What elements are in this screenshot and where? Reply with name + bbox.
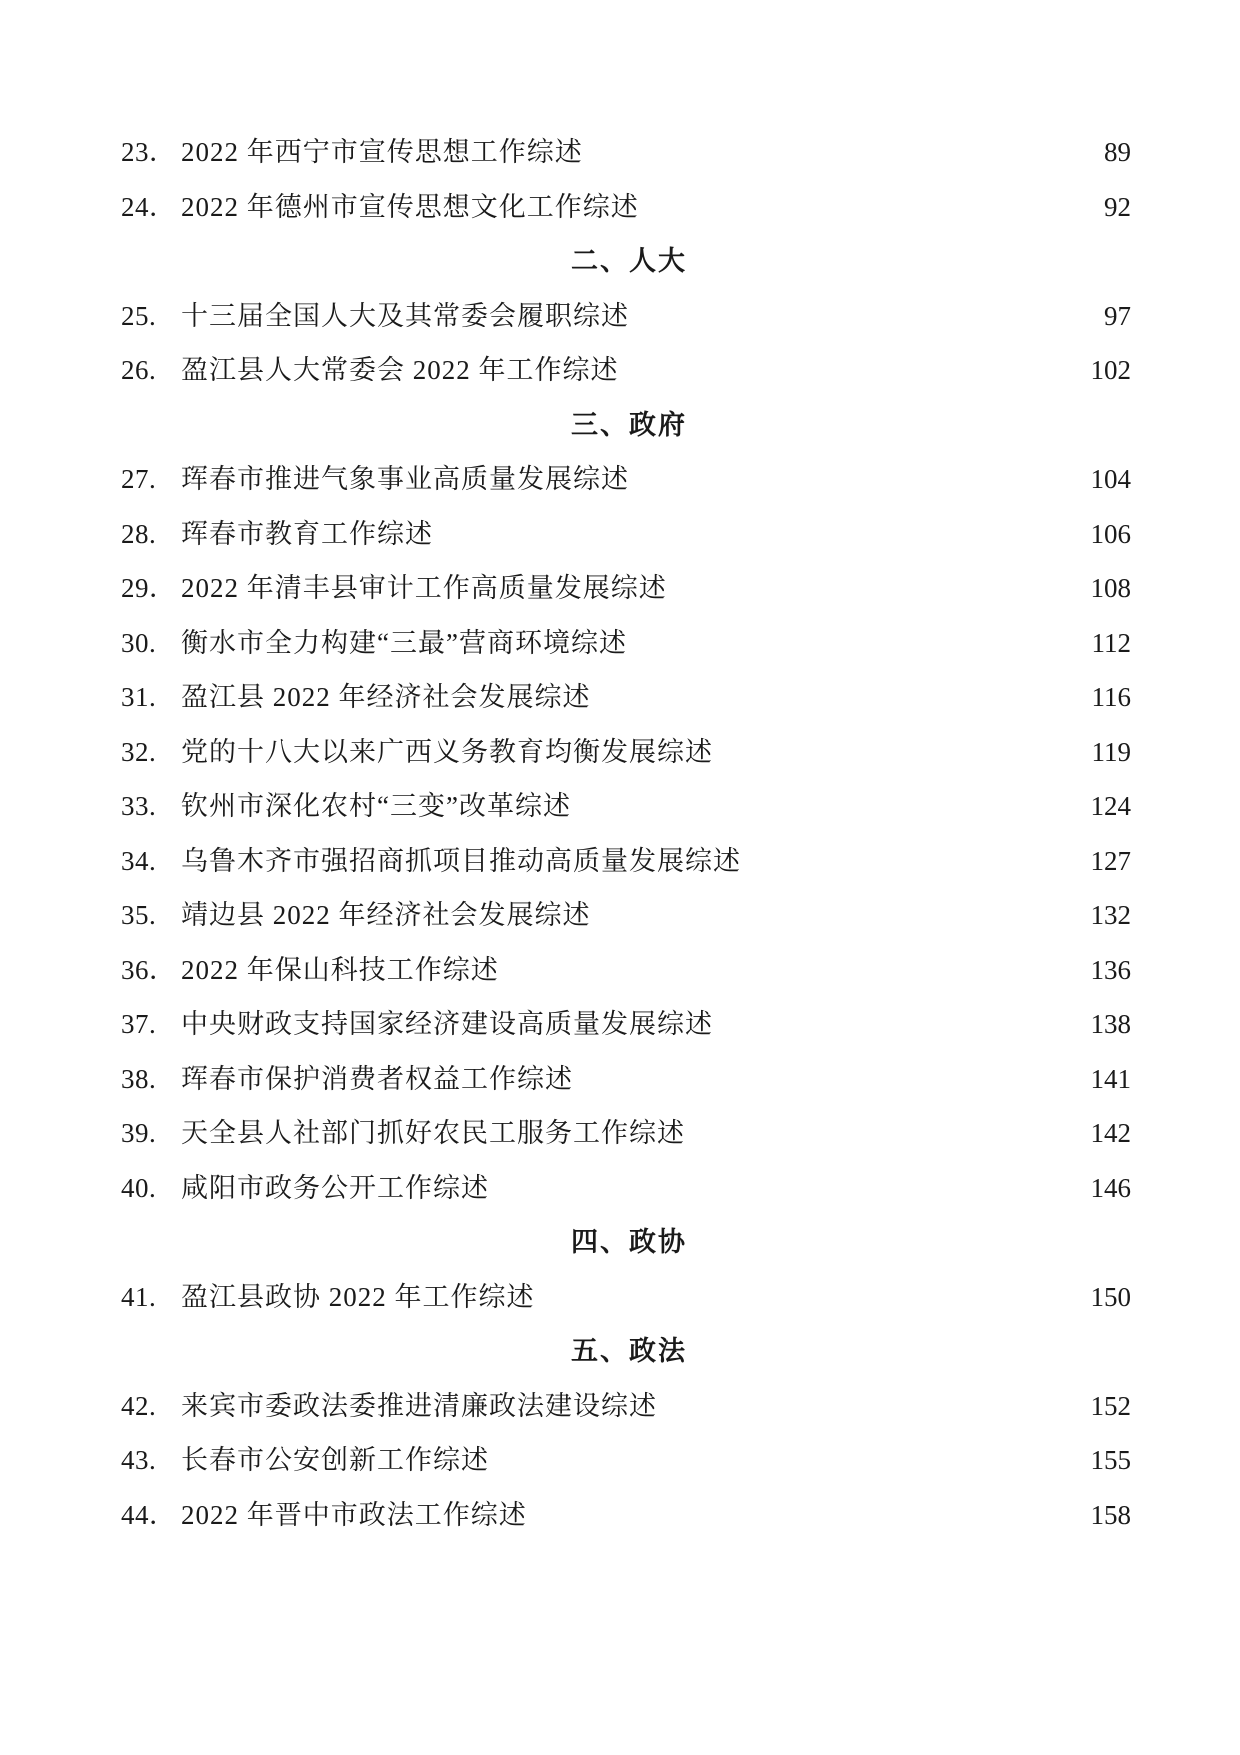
entry-title: 珲春市推进气象事业高质量发展综述 [181, 464, 629, 494]
entry-number: 24． [121, 191, 177, 222]
entry-page-number: 152 [1090, 1390, 1131, 1421]
entry-page-number: 150 [1090, 1281, 1131, 1312]
entry-page-number: 127 [1090, 845, 1131, 876]
entry-title: 盈江县政协 2022 年工作综述 [181, 1281, 535, 1312]
entry-number: 32. [121, 736, 157, 767]
entry-page-number: 106 [1090, 518, 1131, 549]
toc-entry[interactable] [121, 1433, 1131, 1488]
entry-number: 40. [121, 1172, 157, 1203]
toc-entry[interactable] [121, 1488, 1131, 1543]
table-of-contents [121, 125, 1131, 1542]
entry-page-number: 104 [1090, 464, 1131, 494]
entry-page-number: 132 [1090, 900, 1131, 930]
entry-title: 天全县人社部门抓好农民工服务工作综述 [181, 1118, 685, 1148]
entry-page-number: 92 [1104, 191, 1131, 222]
toc-entry[interactable] [121, 1106, 1131, 1161]
entry-number: 41. [121, 1281, 157, 1312]
entry-title: 中央财政支持国家经济建设高质量发展综述 [181, 1009, 713, 1039]
entry-title: 2022 年德州市宣传思想文化工作综述 [181, 191, 639, 222]
toc-entry[interactable] [121, 779, 1131, 834]
entry-number: 28. [121, 518, 157, 549]
entry-title: 党的十八大以来广西义务教育均衡发展综述 [181, 736, 713, 767]
entry-number: 25. [121, 300, 157, 331]
entry-number: 34. [121, 845, 157, 876]
entry-title: 来宾市委政法委推进清廉政法建设综述 [181, 1390, 657, 1421]
entry-page-number: 112 [1091, 627, 1131, 658]
entry-title: 2022 年西宁市宣传思想工作综述 [181, 137, 583, 167]
entry-number: 42. [121, 1390, 157, 1421]
section-heading: 五、政法 [571, 1336, 687, 1366]
entry-number: 30. [121, 627, 157, 658]
toc-entry[interactable] [121, 343, 1131, 398]
toc-entry[interactable] [121, 1161, 1131, 1216]
toc-entry[interactable] [121, 616, 1131, 671]
entry-title: 乌鲁木齐市强招商抓项目推动高质量发展综述 [181, 845, 741, 876]
entry-title: 珲春市教育工作综述 [181, 518, 433, 549]
entry-title: 长春市公安创新工作综述 [181, 1445, 489, 1475]
entry-number: 26. [121, 355, 157, 385]
entry-number: 37. [121, 1009, 157, 1039]
entry-page-number: 158 [1090, 1499, 1131, 1530]
entry-number: 39. [121, 1118, 157, 1148]
entry-title: 2022 年清丰县审计工作高质量发展综述 [181, 573, 667, 603]
entry-title: 盈江县人大常委会 2022 年工作综述 [181, 355, 619, 385]
toc-entry[interactable] [121, 125, 1131, 180]
entry-page-number: 146 [1090, 1172, 1131, 1203]
entry-title: 衡水市全力构建“三最”营商环境综述 [181, 627, 627, 658]
entry-page-number: 102 [1090, 355, 1131, 385]
toc-entry[interactable] [121, 834, 1131, 889]
entry-page-number: 116 [1091, 682, 1131, 712]
entry-page-number: 155 [1090, 1445, 1131, 1475]
entry-title: 钦州市深化农村“三变”改革综述 [181, 791, 571, 821]
entry-number: 29． [121, 573, 177, 603]
entry-page-number: 119 [1091, 736, 1131, 767]
entry-number: 43. [121, 1445, 157, 1475]
toc-entry[interactable] [121, 725, 1131, 780]
toc-entry[interactable] [121, 888, 1131, 943]
entry-page-number: 89 [1104, 137, 1131, 167]
entry-number: 27. [121, 464, 157, 494]
toc-entry[interactable] [121, 561, 1131, 616]
toc-entry[interactable] [121, 1270, 1131, 1325]
entry-page-number: 138 [1090, 1009, 1131, 1039]
toc-entry[interactable] [121, 997, 1131, 1052]
entry-number: 31. [121, 682, 157, 712]
entry-title: 珲春市保护消费者权益工作综述 [181, 1063, 573, 1094]
section-heading: 二、人大 [571, 246, 687, 276]
toc-entry[interactable] [121, 507, 1131, 562]
entry-page-number: 142 [1090, 1118, 1131, 1148]
toc-entry[interactable] [121, 452, 1131, 507]
toc-entry[interactable] [121, 1379, 1131, 1434]
entry-number: 44． [121, 1499, 177, 1530]
toc-entry[interactable] [121, 180, 1131, 235]
entry-number: 35. [121, 900, 157, 930]
entry-number: 38. [121, 1063, 157, 1094]
entry-title: 靖边县 2022 年经济社会发展综述 [181, 900, 591, 930]
entry-title: 2022 年保山科技工作综述 [181, 954, 499, 985]
entry-page-number: 124 [1090, 791, 1131, 821]
section-heading: 三、政府 [571, 409, 687, 440]
entry-title: 咸阳市政务公开工作综述 [181, 1172, 489, 1203]
entry-title: 盈江县 2022 年经济社会发展综述 [181, 682, 591, 712]
toc-entry[interactable] [121, 1052, 1131, 1107]
section-heading: 四、政协 [571, 1227, 687, 1257]
entry-page-number: 136 [1090, 954, 1131, 985]
entry-title: 十三届全国人大及其常委会履职综述 [181, 300, 629, 331]
toc-entry[interactable] [121, 943, 1131, 998]
entry-title: 2022 年晋中市政法工作综述 [181, 1499, 527, 1530]
entry-page-number: 108 [1090, 573, 1131, 603]
entry-number: 36． [121, 954, 177, 985]
entry-page-number: 97 [1104, 300, 1131, 331]
toc-entry[interactable] [121, 289, 1131, 344]
entry-number: 23． [121, 137, 177, 167]
toc-entry[interactable] [121, 670, 1131, 725]
entry-number: 33. [121, 791, 157, 821]
entry-page-number: 141 [1090, 1063, 1131, 1094]
